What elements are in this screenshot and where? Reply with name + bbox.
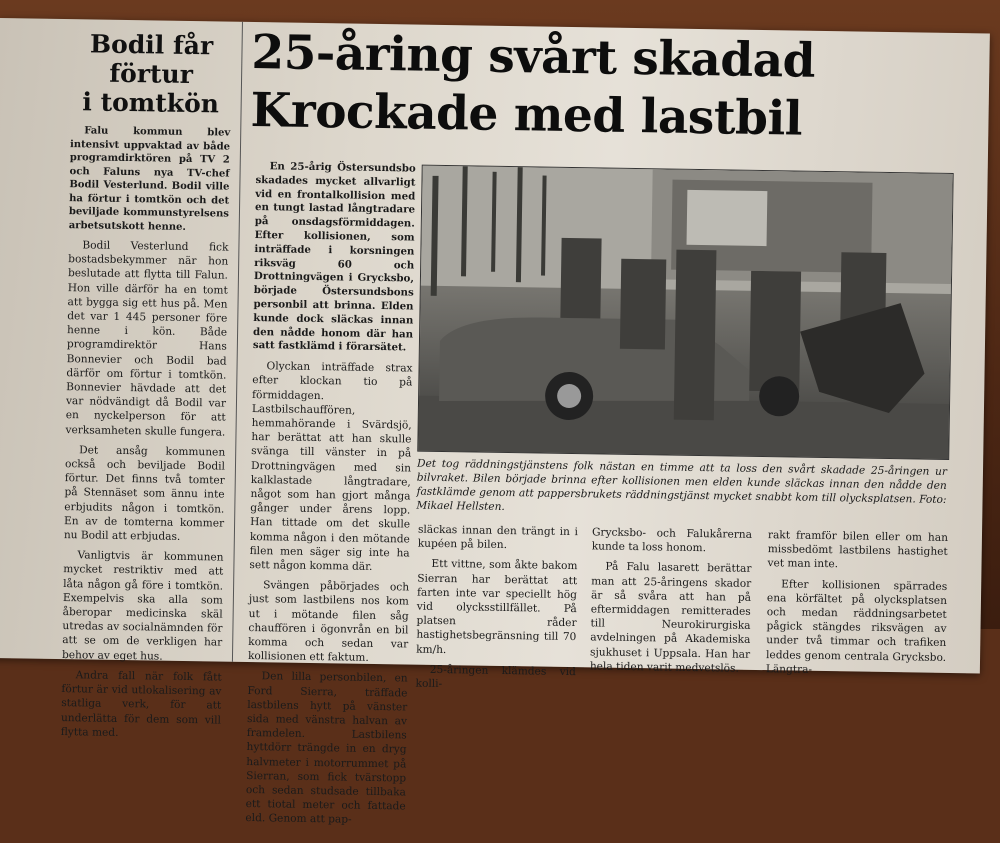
accident-photo-illustration — [418, 166, 952, 459]
left-article-paragraph: Bodil Vesterlund fick bostadsbekymmer när hon beslutade att flytta till Falun. Hon ville därför ha en tomt att bygga sig ett hus på. Men det var 1 445 personer före henne i kön. Både programdirektör Hans Bonnevier och Bodil bad därför om förtur i tomtkön. Bonnevier hävdade att det var nödvändigt då Bodil var en nyckelperson för att verksamheten skulle fungera. — [65, 239, 229, 439]
main-article-paragraph: rakt framför bilen eller om han missbedömt lastbilens hastighet vet man inte. — [767, 529, 949, 571]
photo-caption: Det tog räddningstjänstens folk nästan en timme att ta loss den svårt skadade 25-åringen ur bilvraket. Bilen började brinna efter kollisionen men elden kunde släckas innan den nådde den fastklämde genom att pappersbrukets räddningstjänst mycket snabbt kom till olycksplatsen. Foto: Mikael Hellsten. — [416, 457, 948, 513]
main-headline-line2: Krockade med lastbil — [250, 82, 803, 147]
main-article-paragraph: 25-åringen klämdes vid kolli- — [415, 663, 576, 691]
left-article-paragraph: Det ansåg kommunen också och beviljade Bodil förtur. Det finns två tomter på Stennäset som ännu inte erbjudits någon i tomtkön. En av de tomterna kommer nu Bodil att erbjudas. — [63, 444, 226, 543]
main-article-paragraph: Efter kollisionen spärrades ena körfältet på olycksplatsen och medan räddningsarbetet pågick stängdes riksvägen av under två timmar och trafiken leddes genom centrala Grycksbo. Längtra- — [765, 577, 948, 676]
main-article-column-2 — [415, 523, 578, 700]
left-article — [61, 29, 232, 747]
main-article-paragraph: Ett vittne, som åkte bakom Sierran har berättat att farten inte var speciellt hög vid olycksstillfället. På platsen råder hastighetsbegränsning till 70 km/h. — [416, 558, 578, 656]
left-article-paragraph: Vanligtvis är kommunen mycket restriktiv med att låta någon gå före i tomtkön. Exempelvis ska alla som åberopar medicinska skäl utredas av socialnämnden för att se om de verkligen har behov av eget hus. — [61, 549, 224, 663]
left-article-headline: Bodil får förtur i tomtkön — [82, 29, 220, 119]
main-headline-line1: 25-åring svårt skadad — [251, 24, 816, 89]
main-article-paragraph: Grycksbo- och Falukårerna kunde ta loss honom. — [591, 526, 753, 555]
left-article-lead: Falu kommun blev intensivt uppvaktad av både programdirktören på TV 2 och Faluns nya TV-chef Bodil Vesterlund. Bodil ville ha förtur i tomtkön och det beviljade kommunstyrelsens arbetsutskott henne. — [68, 125, 231, 233]
main-article-paragraph: Svängen påbörjades och just som lastbilens nos kom ut i mötande filen såg chauffören i ögonvrån en bil komma och sedan var kollisionen ett faktum. — [247, 579, 410, 665]
main-article-paragraph: På Falu lasarett berättar man att 25-åringens skador är så svåra att han på eftermiddagen remitterades till Neurokirurgiska avdelningen på Akademiska sjukhuset i Uppsala. Han har hela tiden varit medvetslös. — [589, 560, 752, 675]
left-article-paragraph: Andra fall när folk fått förtur är vid utlokalisering av statliga verk, för att underlätta för dem som vill flytta med. — [60, 669, 222, 739]
main-article-column-1 — [245, 160, 416, 834]
main-article-lead: En 25-årig Östersundsbo skadades mycket allvarligt vid en frontalkollision med en tungt lastad långtradare på onsdagsförmiddagen. Efter kollisionen, som inträffade i korsningen riksväg 60 och Drottningvägen i Grycksbo, började Östersundsbons personbil att brinna. Elden kunde dock släckas innan den nådde honom där han satt fastklämd i förarsätet. — [252, 160, 416, 354]
main-article-column-4 — [766, 528, 948, 685]
main-article-paragraph: Den lilla personbilen, en Ford Sierra, träffade lastbilens hytt på vänster sida med vänstra halvan av framdelen. Lastbilens hyttdörr trängde in en dryg halvmeter i motorrummet på Sierran, som fick tvärstopp och sedan studsade tillbaka ett tiotal meter och fattade eld. Genom att pap- — [245, 670, 408, 827]
accident-photo — [417, 165, 953, 460]
column-divider — [232, 22, 243, 662]
main-article-paragraph: Olyckan inträffade strax efter klockan tio på förmiddagen. Lastbilschauffören, hemmahörande i Svärdsjö, har berättat att han skulle svänga till vänster in på Drottningvägen med sin kalklastade långtradare, något som han gjort många gånger under årens lopp. Han tittade om det skulle komma någon i den mötande filen men säger sig inte ha sett någon komma där. — [249, 360, 413, 573]
main-article-column-3 — [590, 525, 752, 682]
newspaper-clipping — [0, 18, 990, 827]
main-article-paragraph: släckas innan den trängt in i kupéen på bilen. — [417, 523, 579, 552]
main-headline — [250, 24, 972, 151]
